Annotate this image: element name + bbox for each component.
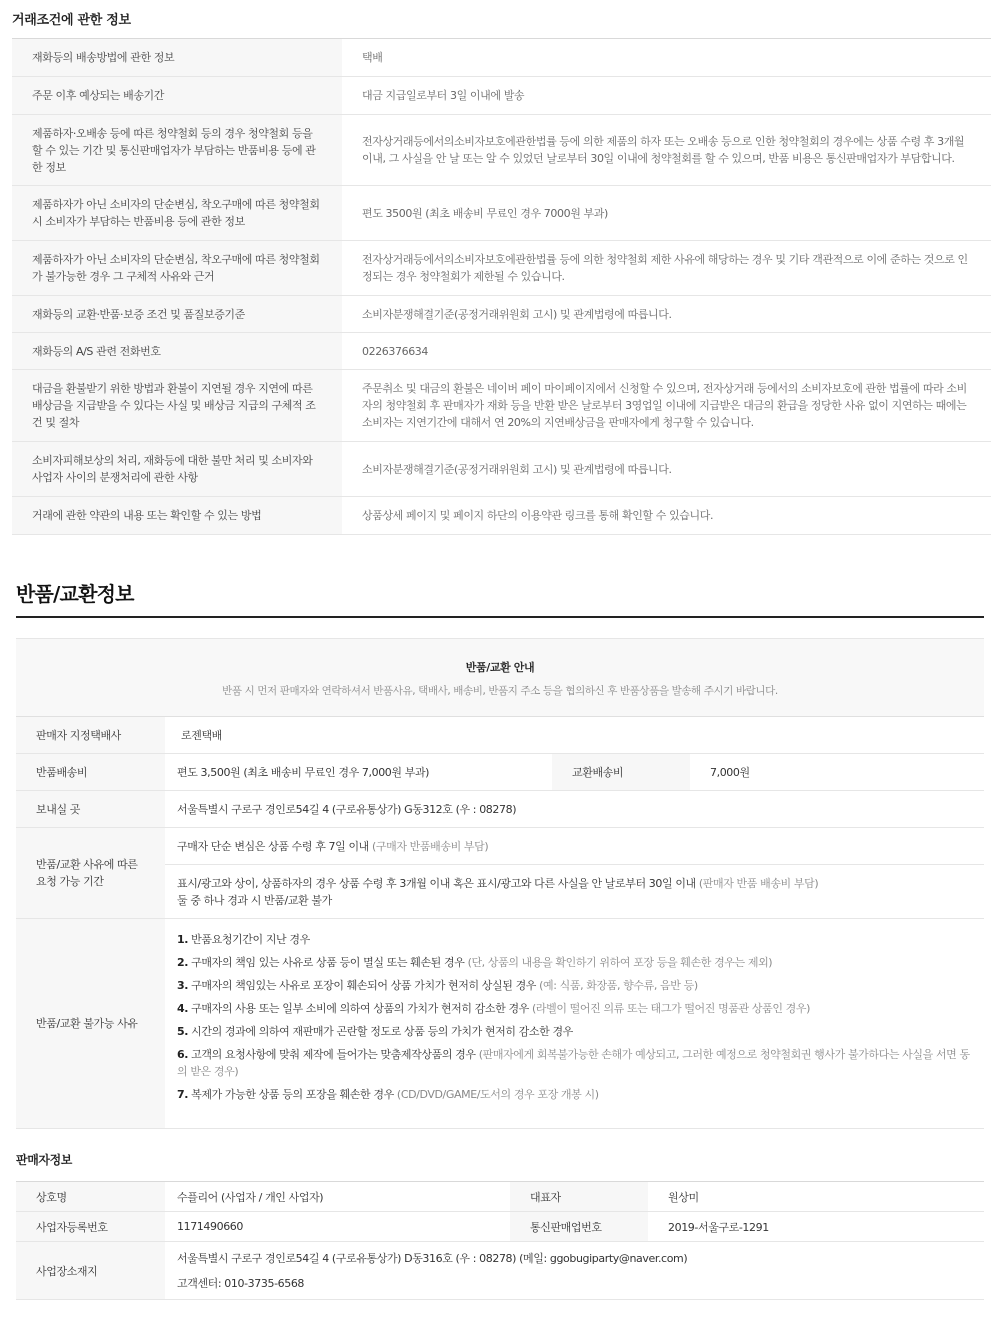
- period-values: [165, 828, 984, 918]
- row-value: 소비자분쟁해결기준(공정거래위원회 고시) 및 관계법령에 따릅니다.: [362, 462, 672, 476]
- table-row: [16, 754, 984, 791]
- table-row: [12, 241, 991, 296]
- period-note: (판매자 반품 배송비 부담): [698, 876, 819, 890]
- row-value: 주문취소 및 대금의 환불은 네이버 페이 마이페이지에서 신청할 수 있으며, 전자상거래 등에서의 소비자보호에 관한 법률에 따라 소비자의 청약철회 후 판매자가 재화 등을 반환 받은 날로부터 3영업일 이내에 지급받은 대금의 환급을 정당한 사유 없이 지연하는 때에는 소비자는 지연기간에 대해서 연 20%의 지연배상금을 판매자에게 청구할 수 있습니다.: [362, 382, 967, 429]
- table-row: [12, 497, 991, 535]
- row-value: 전자상거래등에서의소비자보호에관한법률 등에 의한 제품의 하자 또는 오배송 등으로 인한 청약철회의 경우에는 상품 수령 후 3개월 이내, 그 사실을 안 날 또는 알 수 있었던 날로부터 30일 이내에 청약철회를 할 수 있으며, 반품 비용은 통신판매업자가 부담합니다.: [362, 135, 965, 165]
- row-value: 0226376634: [362, 344, 428, 358]
- list-item: 2. 구매자의 책임 있는 사유로 상품 등이 멸실 또는 훼손된 경우 (단, 상품의 내용을 확인하기 위하여 포장 등을 훼손한 경우는 제외): [177, 956, 773, 969]
- return-fee-value: 편도 3,500원 (최초 배송비 무료인 경우 7,000원 부과): [177, 765, 430, 779]
- company-label: 상호명: [16, 1182, 165, 1211]
- trade-info-table: [12, 38, 991, 535]
- return-fee-label: 반품배송비: [16, 754, 165, 790]
- table-row: [16, 919, 984, 1129]
- period-tail: 둘 중 하나 경과 시 반품/교환 불가: [177, 893, 332, 907]
- unavailable-list: [165, 919, 984, 1128]
- table-row: [12, 39, 991, 77]
- period-item: [165, 828, 984, 864]
- table-row: [12, 333, 991, 370]
- table-row: [12, 115, 991, 186]
- table-row: [16, 1242, 984, 1300]
- unavailable-label: 반품/교환 불가능 사유: [16, 919, 165, 1128]
- table-row: [12, 296, 991, 333]
- row-label: 재화등의 교환·반품·보증 조건 및 품질보증기준: [12, 296, 342, 332]
- row-label: 재화등의 배송방법에 관한 정보: [12, 39, 342, 76]
- address-label: 보내실 곳: [16, 791, 165, 827]
- row-label: 재화등의 A/S 관련 전화번호: [12, 333, 342, 369]
- exchange-fee-label: 교환배송비: [552, 754, 690, 790]
- period-text: 표시/광고와 상이, 상품하자의 경우 상품 수령 후 3개월 이내 혹은 표시/광고와 다른 사실을 안 날로부터 30일 이내: [177, 876, 696, 890]
- table-row: [12, 442, 991, 497]
- period-text: 구매자 단순 변심은 상품 수령 후 7일 이내: [177, 839, 369, 853]
- row-label: 제품하자가 아닌 소비자의 단순변심, 착오구매에 따른 청약철회 시 소비자가 부담하는 반품비용 등에 관한 정보: [12, 186, 342, 240]
- customer-center: 고객센터: 010-3735-6568: [177, 1276, 305, 1290]
- table-row: [12, 77, 991, 115]
- table-row: [16, 1212, 984, 1242]
- company-value: 수플리어 (사업자 / 개인 사업자): [177, 1190, 324, 1204]
- row-label: 대금을 환불받기 위한 방법과 환불이 지연될 경우 지연에 따른 배상금을 지급받을 수 있다는 사실 및 배상금 지급의 구체적 조건 및 절차: [12, 370, 342, 441]
- row-label: 제품하자·오배송 등에 따른 청약철회 등의 경우 청약철회 등을 할 수 있는 기간 및 통신판매업자가 부담하는 반품비용 등에 관한 정보: [12, 115, 342, 185]
- row-value: 택배: [362, 51, 383, 64]
- table-row: [16, 1182, 984, 1212]
- mailorder-label: 통신판매업번호: [510, 1212, 648, 1241]
- list-item: 3. 구매자의 책임있는 사유로 포장이 훼손되어 상품 가치가 현저히 상실된 경우 (예: 식품, 화장품, 향수류, 음반 등): [177, 979, 698, 992]
- bizno-value: 1171490660: [177, 1220, 243, 1233]
- address-value: 서울특별시 구로구 경인로54길 4 (구로유통상가) D동316호 (우 : 08278) (메일: ggobugiparty@naver.com): [177, 1251, 688, 1265]
- table-row: [16, 717, 984, 754]
- list-item: 6. 고객의 요청사항에 맞춰 제작에 들어가는 맞춤제작상품의 경우 (판매자에게 회복불가능한 손해가 예상되고, 그러한 예정으로 청약철회권 행사가 불가하다는 사실을 서면 동의 받은 경우): [177, 1048, 970, 1078]
- exchange-fee-value: 7,000원: [710, 765, 750, 779]
- row-value: 상품상세 페이지 및 페이지 하단의 이용약관 링크를 통해 확인할 수 있습니다.: [362, 509, 714, 522]
- row-value: 편도 3500원 (최초 배송비 무료인 경우 7000원 부과): [362, 206, 608, 220]
- table-row: [16, 828, 984, 919]
- address-label: 사업장소재지: [16, 1242, 165, 1299]
- courier-label: 판매자 지정택배사: [16, 717, 165, 753]
- period-item: [165, 864, 984, 918]
- period-note: (구매자 반품배송비 부담): [372, 839, 489, 853]
- returns-notice: [16, 638, 984, 717]
- list-item: 5. 시간의 경과에 의하여 재판매가 곤란할 정도로 상품 등의 가치가 현저히 감소한 경우: [177, 1025, 573, 1038]
- bizno-label: 사업자등록번호: [16, 1212, 165, 1241]
- row-label: 소비자피해보상의 처리, 재화등에 대한 불만 처리 및 소비자와 사업자 사이의 분쟁처리에 관한 사항: [12, 442, 342, 496]
- period-label: 반품/교환 사유에 따른 요청 가능 기간: [16, 828, 165, 918]
- list-item: 4. 구매자의 사용 또는 일부 소비에 의하여 상품의 가치가 현저히 감소한 경우 (라벨이 떨어진 의류 또는 태그가 떨어진 명품관 상품인 경우): [177, 1002, 810, 1015]
- table-row: [12, 186, 991, 241]
- seller-table: [16, 1181, 984, 1300]
- row-value: 전자상거래등에서의소비자보호에관한법률 등에 의한 청약철회 제한 사유에 해당하는 경우 및 기타 객관적으로 이에 준하는 것으로 인정되는 경우 청약철회가 제한될 수 있습니다.: [362, 253, 968, 283]
- courier-value: 로젠택배: [181, 728, 222, 742]
- notice-description: 반품 시 먼저 판매자와 연락하셔서 반품사유, 택배사, 배송비, 반품지 주소 등을 협의하신 후 반품상품을 발송해 주시기 바랍니다.: [222, 685, 778, 697]
- seller-info-title: 판매자정보: [16, 1153, 72, 1167]
- table-row: [16, 791, 984, 828]
- mailorder-value: 2019-서울구로-1291: [668, 1220, 769, 1234]
- address-value: 서울특별시 구로구 경인로54길 4 (구로유통상가) G동312호 (우 : 08278): [177, 802, 517, 816]
- list-item: 1. 반품요청기간이 지난 경우: [177, 933, 310, 946]
- returns-table: [16, 716, 984, 1129]
- returns-title: 반품/교환정보: [16, 582, 134, 606]
- title-divider: [16, 616, 984, 618]
- address-cell: [165, 1242, 699, 1299]
- row-value: 대금 지급일로부터 3일 이내에 발송: [362, 89, 525, 102]
- ceo-value: 원상미: [668, 1190, 699, 1204]
- trade-info-title: 거래조건에 관한 정보: [12, 13, 131, 28]
- row-label: 제품하자가 아닌 소비자의 단순변심, 착오구매에 따른 청약철회가 불가능한 경우 그 구체적 사유와 근거: [12, 241, 342, 295]
- row-label: 거래에 관한 약관의 내용 또는 확인할 수 있는 방법: [12, 497, 342, 534]
- row-value: 소비자분쟁해결기준(공정거래위원회 고시) 및 관계법령에 따릅니다.: [362, 307, 672, 321]
- notice-title: 반품/교환 안내: [465, 661, 535, 674]
- ceo-label: 대표자: [510, 1182, 648, 1211]
- table-row: [12, 370, 991, 442]
- row-label: 주문 이후 예상되는 배송기간: [12, 77, 342, 114]
- list-item: 7. 복제가 가능한 상품 등의 포장을 훼손한 경우 (CD/DVD/GAME/도서의 경우 포장 개봉 시): [177, 1088, 599, 1101]
